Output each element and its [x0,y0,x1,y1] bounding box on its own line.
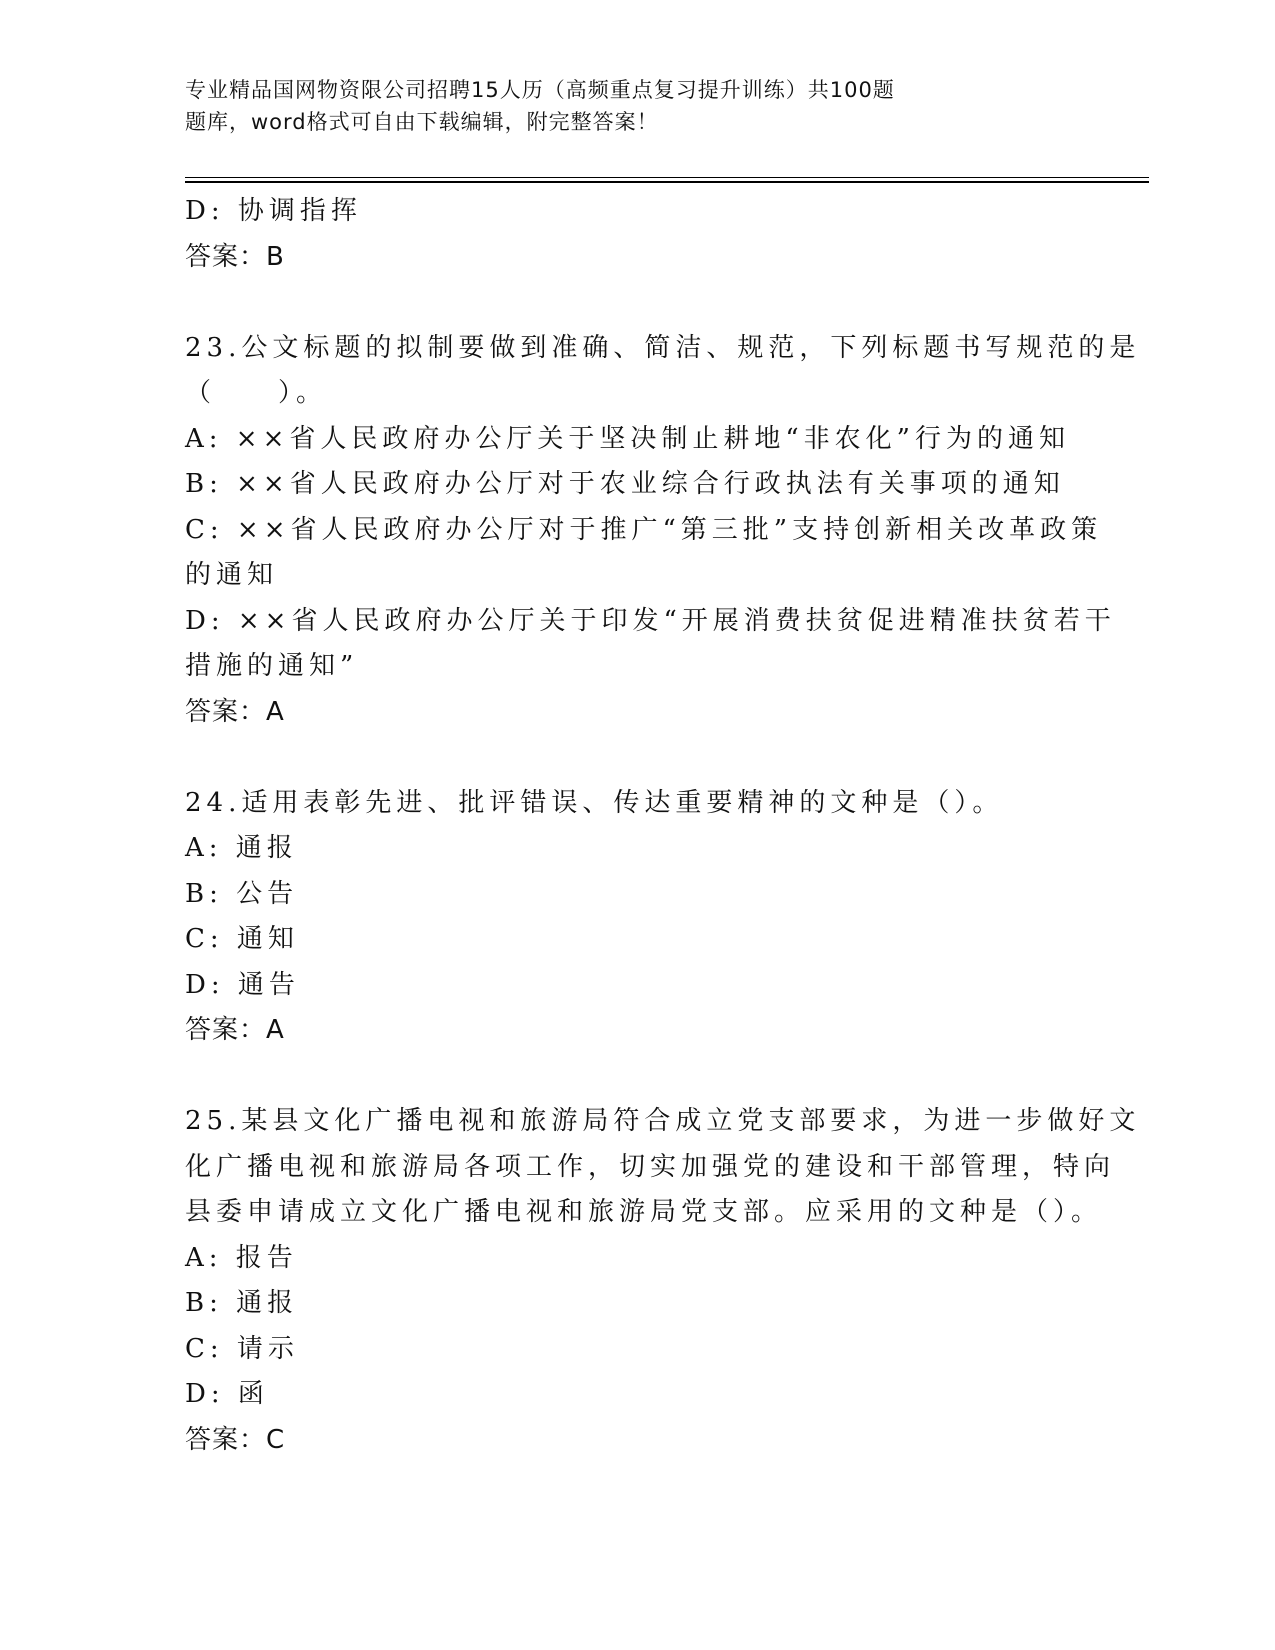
question-23 [185,326,1141,736]
answer-line: 答案：B [185,241,285,272]
option-d: D: 协调指挥 [185,196,362,226]
header-divider-thin [185,177,1149,178]
spacer [185,735,1085,781]
question-25 [185,1099,1141,1463]
option-a: A: 报告 [185,1242,298,1273]
answer-line: 答案：C [185,1424,286,1455]
question-stem-continued: （ ）。 [185,378,328,408]
spacer [185,1054,1085,1100]
header-divider-thick [185,181,1149,183]
question-stem-continued: 化广播电视和旅游局各项工作，切实加强党的建设和干部管理，特向 [185,1151,1116,1182]
option-c: C: 通知 [185,924,299,954]
option-b: B: 通报 [185,1288,299,1318]
option-a: A: 通报 [185,833,298,863]
spacer [185,280,1085,326]
option-c: C: 请示 [185,1333,299,1364]
header-title-line-2: 题库，word格式可自由下载编辑，附完整答案！ [185,110,659,134]
question-stem: 23.公文标题的拟制要做到准确、简洁、规范，下列标题书写规范的是 [185,332,1141,363]
question-22-tail [185,189,1085,280]
option-d: D: 通告 [185,969,300,1000]
option-c-continued: 的通知 [185,560,279,590]
question-stem-continued: 县委申请成立文化广播电视和旅游局党支部。应采用的文种是（）。 [185,1197,1103,1227]
option-b: B: ××省人民政府办公厅对于农业综合行政执法有关事项的通知 [185,469,1065,499]
option-c: C: ××省人民政府办公厅对于推广“第三批”支持创新相关改革政策 [185,514,1103,545]
option-d: D: 函 [185,1379,269,1409]
option-d-continued: 措施的通知” [185,651,359,681]
answer-line: 答案：A [185,696,285,727]
question-stem: 25.某县文化广播电视和旅游局符合成立党支部要求，为进一步做好文 [185,1106,1141,1136]
option-d: D: ××省人民政府办公厅关于印发“开展消费扶贫促进精准扶贫若干 [185,605,1116,636]
option-a: A: ××省人民政府办公厅关于坚决制止耕地“非农化”行为的通知 [185,423,1070,454]
answer-line: 答案：A [185,1015,285,1045]
question-content [185,189,1141,1463]
question-stem: 24.适用表彰先进、批评错误、传达重要精神的文种是（）。 [185,787,1004,818]
page-header [185,74,1005,138]
header-title-line-1: 专业精品国网物资限公司招聘15人历（高频重点复习提升训练）共100题 [185,78,895,102]
option-b: B: 公告 [185,878,299,909]
question-24 [185,781,1085,1054]
